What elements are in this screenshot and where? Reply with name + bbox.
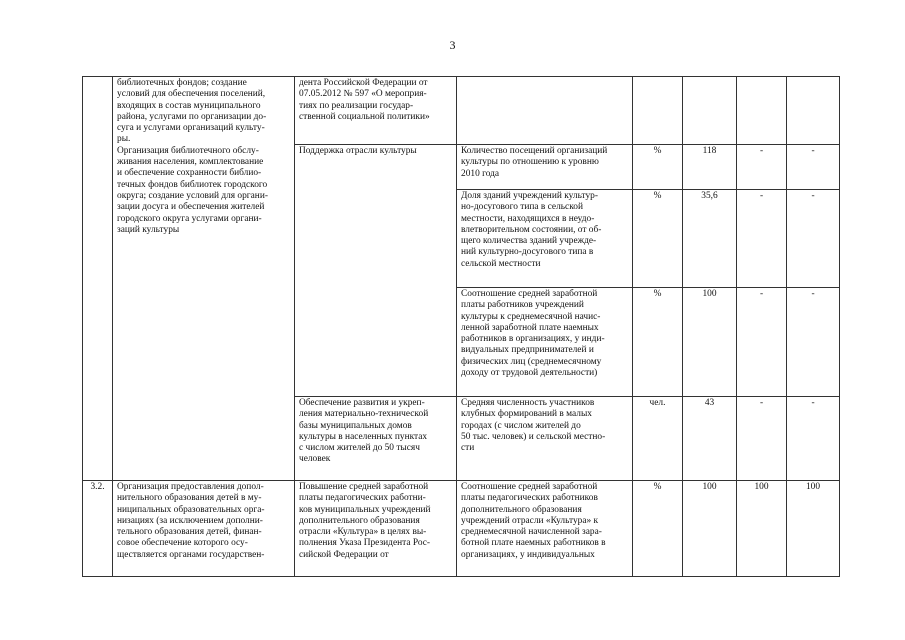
text-line: ществляется органами государствен- xyxy=(117,549,265,560)
text-line: течных фондов библиотек городского xyxy=(117,179,268,190)
text-line: видуальных предпринимателей и xyxy=(461,345,594,356)
value-cell: 35,6 xyxy=(683,190,737,288)
row-number-cell: 3.2. xyxy=(83,481,113,577)
text-line: но-досугового типа в сельской xyxy=(461,202,583,213)
text-line: Организация предоставления допол- xyxy=(117,482,264,492)
value-cell: - xyxy=(787,145,840,190)
text-line: ры. xyxy=(117,134,131,145)
text-line: среднемесячной начисленной зара- xyxy=(461,527,602,538)
text-line: сельской местности xyxy=(461,258,541,269)
table-row xyxy=(83,481,840,577)
text-line: сийской Федерации от xyxy=(299,549,389,560)
unit-cell: % xyxy=(633,288,683,397)
text-line: Повышение средней заработной xyxy=(299,482,429,492)
indicator-cell xyxy=(457,397,633,481)
indicator-cell xyxy=(457,190,633,288)
text-line: района, услугами по организации до- xyxy=(117,111,267,122)
text-line: дополнительного образования xyxy=(299,515,420,526)
value-cell: 100 xyxy=(787,481,840,577)
value-cell: 118 xyxy=(683,145,737,190)
unit-cell: % xyxy=(633,145,683,190)
text-line: с числом жителей до 50 тысяч xyxy=(299,443,420,454)
text-line: входящих в состав муниципального xyxy=(117,100,261,111)
measure-cell xyxy=(295,145,457,397)
text-line: заций культуры xyxy=(117,224,180,235)
text-line: учреждений отрасли «Культура» к xyxy=(461,515,599,526)
unit-cell: чел. xyxy=(633,397,683,481)
value-cell: - xyxy=(787,397,840,481)
text-line: культуры по отношению к уровню xyxy=(461,157,599,168)
indicator-cell xyxy=(457,481,633,577)
text-line: городах (с числом жителей до xyxy=(461,420,581,431)
legal-basis-cell xyxy=(295,77,457,145)
text-line: доходу от трудовой деятельности) xyxy=(461,368,598,379)
text-line: дополнительного образования xyxy=(461,504,582,515)
text-line: живания населения, комплектование xyxy=(117,157,264,168)
text-line: ний культурно-досугового типа в xyxy=(461,247,594,258)
text-line: низациях (за исключением дополни- xyxy=(117,515,263,526)
text-line: совое обеспечение которого осу- xyxy=(117,538,248,549)
indicator-cell xyxy=(457,77,633,145)
text-line: платы педагогических работников xyxy=(461,493,598,504)
text-line: городского округа услугами органи- xyxy=(117,213,262,224)
text-line: Средняя численность участников xyxy=(461,398,595,408)
indicator-cell xyxy=(457,288,633,397)
text-line: ботной плате наемных работников в xyxy=(461,538,606,549)
text-line: ниципальных образовательных орга- xyxy=(117,504,265,515)
activity-cell xyxy=(113,77,295,481)
text-line: влетворительном состоянии, от об- xyxy=(461,224,602,235)
text-line: Соотношение средней заработной xyxy=(461,482,598,492)
text-line: суга и услугами организаций культу- xyxy=(117,123,265,134)
text-line: щего количества зданий учрежде- xyxy=(461,236,597,247)
text-line: 2010 года xyxy=(461,168,500,179)
text-line: ления материально-технической xyxy=(299,409,429,420)
text-line: зации досуга и обеспечения жителей xyxy=(117,202,265,213)
page-number: 3 xyxy=(449,38,456,52)
text-line: сти xyxy=(461,443,475,454)
text-line: клубных формирований в малых xyxy=(461,409,592,420)
text-line: ленной заработной плате наемных xyxy=(461,322,599,333)
text-line: тиях по реализации государ- xyxy=(299,100,414,111)
text-line: Поддержка отрасли культуры xyxy=(299,146,417,156)
indicators-table xyxy=(82,76,840,577)
table-row xyxy=(83,77,840,145)
text-line: условий для обеспечения поселений, xyxy=(117,89,266,100)
text-line: культуры в населенных пунктах xyxy=(299,431,428,442)
value-cell: 100 xyxy=(683,288,737,397)
value-cell xyxy=(737,77,787,145)
text-line: работников в организациях, у инди- xyxy=(461,334,605,345)
text-line: платы педагогических работни- xyxy=(299,493,426,504)
text-line: человек xyxy=(299,454,331,465)
text-line: Соотношение средней заработной xyxy=(461,289,598,299)
value-cell: - xyxy=(737,190,787,288)
text-line: тельного образования детей, финан- xyxy=(117,527,262,538)
text-line: 50 тыс. человек) и сельской местно- xyxy=(461,431,606,442)
value-cell xyxy=(683,77,737,145)
measure-cell xyxy=(295,397,457,481)
text-line: физических лиц (среднемесячному xyxy=(461,356,602,367)
text-line: нительного образования детей в му- xyxy=(117,493,262,504)
text-line: полнения Указа Президента Рос- xyxy=(299,538,431,549)
value-cell: - xyxy=(787,190,840,288)
text-line: 07.05.2012 № 597 «О мероприя- xyxy=(299,89,427,100)
text-line: библиотечных фондов; создание xyxy=(117,78,247,88)
value-cell: 100 xyxy=(683,481,737,577)
indicator-cell xyxy=(457,145,633,190)
text-line: Доля зданий учреждений культур- xyxy=(461,191,598,201)
unit-cell xyxy=(633,77,683,145)
text-line: Организация библиотечного обслу- xyxy=(117,145,259,156)
measure-cell xyxy=(295,481,457,577)
text-line: организациях, у индивидуальных xyxy=(461,549,595,560)
text-line: отрасли «Культура» в целях вы- xyxy=(299,527,427,538)
text-line: платы работников учреждений xyxy=(461,300,584,311)
value-cell: - xyxy=(787,288,840,397)
text-line: Обеспечение развития и укреп- xyxy=(299,398,425,408)
text-line: дента Российской Федерации от xyxy=(299,78,428,88)
value-cell xyxy=(787,77,840,145)
text-line: ственной социальной политики» xyxy=(299,111,430,122)
value-cell: 100 xyxy=(737,481,787,577)
unit-cell: % xyxy=(633,481,683,577)
text-line: округа; создание условий для органи- xyxy=(117,190,268,201)
text-line: культуры к среднемесячной начис- xyxy=(461,311,601,322)
text-line: местности, находящихся в неудо- xyxy=(461,213,595,224)
value-cell: 43 xyxy=(683,397,737,481)
text-line: ков муниципальных учреждений xyxy=(299,504,431,515)
activity-cell xyxy=(113,481,295,577)
text-line: базы муниципальных домов xyxy=(299,420,412,431)
value-cell: - xyxy=(737,288,787,397)
value-cell: - xyxy=(737,397,787,481)
text-line: и обеспечение сохранности библио- xyxy=(117,168,262,179)
row-number-cell xyxy=(83,77,113,481)
text-line: Количество посещений организаций xyxy=(461,146,608,156)
value-cell: - xyxy=(737,145,787,190)
unit-cell: % xyxy=(633,190,683,288)
